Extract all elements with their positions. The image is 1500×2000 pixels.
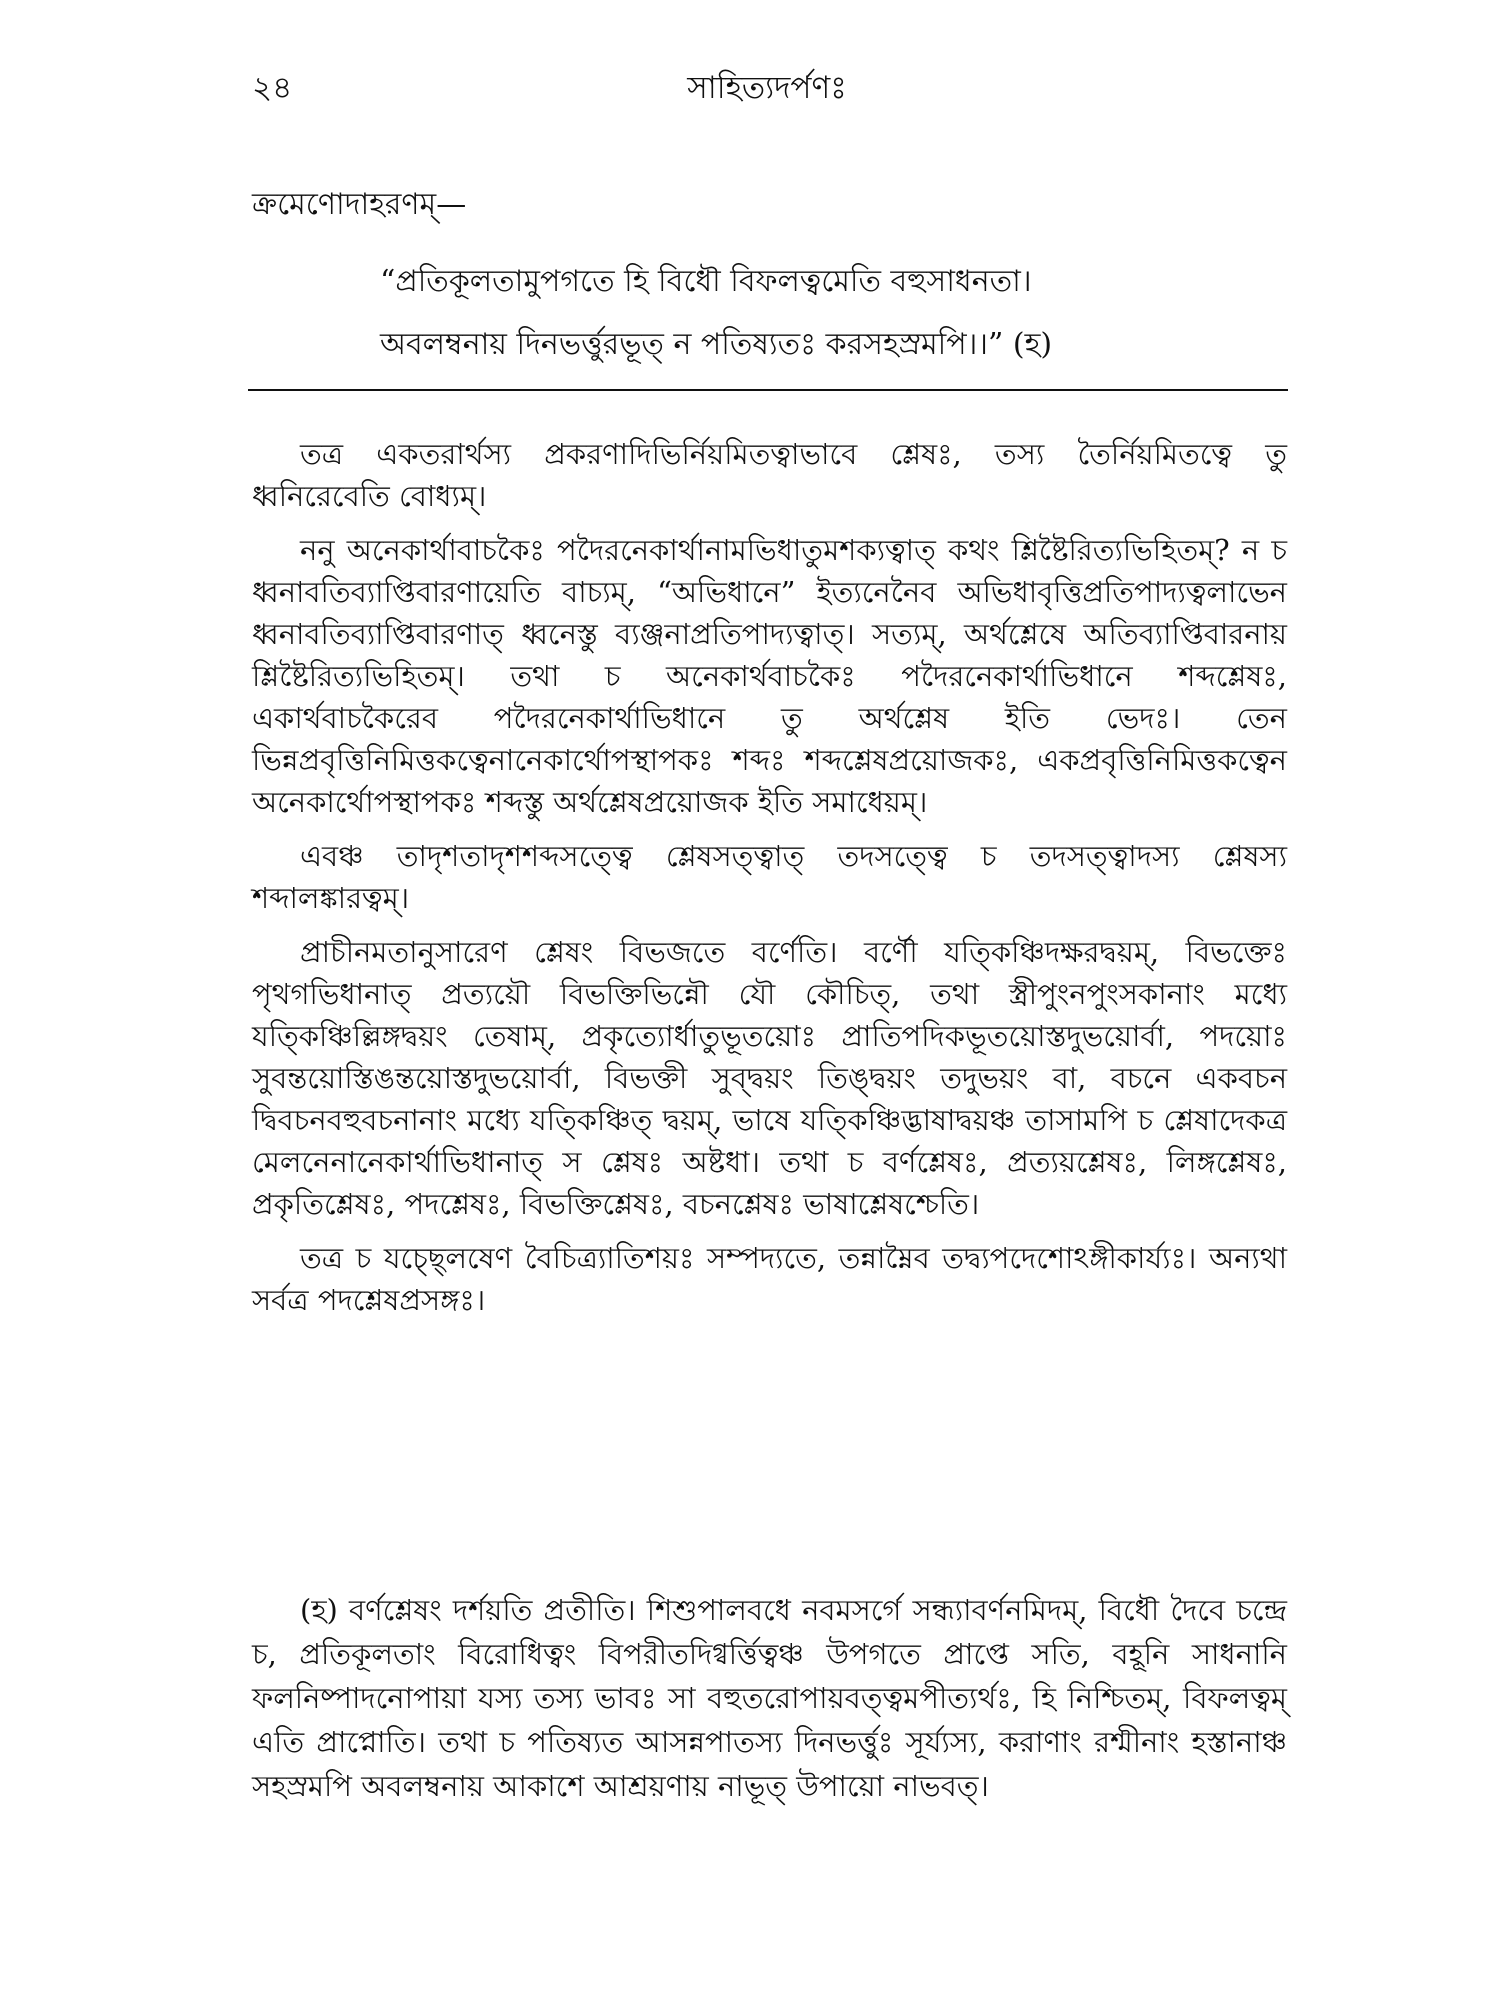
commentary-paragraph: তত্র চ যচ্ছ্লেষেণ বৈচিত্র্যাতিশয়ঃ সম্পদ্যতে, তন্নাম্নৈব তদ্ব্যপদেশোঽঙ্গীকার্য্যঃ। অন্যথা সর্বত্র পদশ্লেষপ্রসঙ্গঃ।: [252, 1241, 1287, 1317]
verse-block: [380, 250, 1052, 376]
example-intro: ক্রমেণোদাহরণম্—: [252, 187, 467, 222]
verse-line-2: অবলম্বনায় দিনভর্ত্তুরভূত্ ন পতিষ্যতঃ করসহস্রমপি।।” (হ): [380, 327, 1053, 362]
page-header: [252, 64, 1282, 114]
verse-line-1: “প্রতিকূলতামুপগতে হি বিধৌ বিফলত্বমেতি বহুসাধনতা।: [380, 264, 1032, 299]
commentary-paragraph: ননু অনেকার্থাবাচকৈঃ পদৈরনেকার্থানামভিধাতুমশক্যত্বাত্ কথং শ্লিষ্টৈরিত্যভিহিতম্? ন চ ধ্বনাবতিব্যাপ্তিবারণায়েতি বাচ্যম্, “অভিধানে” ইত্যনেনৈব অভিধাবৃত্তিপ্রতিপাদ্যত্বলাভেন ধ্বনাবতিব্যাপ্তিবারণাত্ ধ্বনেস্তু ব্যঞ্জনাপ্রতিপাদ্যত্বাত্। সত্যম্, অর্থশ্লেষে অতিব্যাপ্তিবারনায় শ্লিষ্টৈরিত্যভিহিতম্। তথা চ অনেকার্থবাচকৈঃ পদৈরনেকার্থাভিধানে শব্দশ্লেষঃ, একার্থবাচকৈরেব পদৈরনেকার্থাভিধানে তু অর্থশ্লেষ ইতি ভেদঃ। তেন ভিন্নপ্রবৃত্তিনিমিত্তকত্বেনানেকার্থোপস্থাপকঃ শব্দঃ শব্দশ্লেষপ্রয়োজকঃ, একপ্রবৃত্তিনিমিত্তকত্বেন অনেকার্থোপস্থাপকঃ শব্দস্তু অর্থশ্লেষপ্রয়োজক ইতি সমাধেয়ম্।: [252, 533, 1287, 819]
section-divider: [248, 389, 1288, 391]
commentary-paragraph: তত্র একতরার্থস্য প্রকরণাদিভির্নিয়মিতত্বাভাবে শ্লেষঃ, তস্য তৈর্নিয়মিতত্বে তু ধ্বনিরেবেতি বোধ্যম্।: [252, 437, 1287, 513]
commentary-paragraph: প্রাচীনমতানুসারেণ শ্লেষং বিভজতে বর্ণেতি। বর্ণৌ যত্কিঞ্চিদক্ষরদ্বয়ম্, বিভক্তেঃ পৃথগভিধানাত্ প্রত্যয়ৌ বিভক্তিভিন্নৌ যৌ কৌচিত্, তথা স্ত্রীপুংনপুংসকানাং মধ্যে যত্কিঞ্চিল্লিঙ্গদ্বয়ং তেষাম্, প্রকৃত্যোর্ধাতুভূতয়োঃ প্রাতিপদিকভূতয়োস্তদুভয়োর্বা, পদয়োঃ সুবন্তয়োস্তিঙন্তয়োস্তদুভয়োর্বা, বিভক্তী সুব্দ্বয়ং তিঙ্দ্বয়ং তদুভয়ং বা, বচনে একবচন দ্বিবচনবহুবচনানাং মধ্যে যত্কিঞ্চিত্ দ্বয়ম্, ভাষে যত্কিঞ্চিদ্ভাষাদ্বয়ঞ্চ তাসামপি চ শ্লেষাদেকত্র মেলনেনানেকার্থাভিধানাত্ স শ্লেষঃ অষ্টধা। তথা চ বর্ণশ্লেষঃ, প্রত্যয়শ্লেষঃ, লিঙ্গশ্লেষঃ, প্রকৃতিশ্লেষঃ, পদশ্লেষঃ, বিভক্তিশ্লেষঃ, বচনশ্লেষঃ ভাষাশ্লেষশ্চেতি।: [252, 935, 1287, 1221]
footnote-block: [252, 1588, 1287, 1808]
footnote-text: (হ) বর্ণশ্লেষং দর্শয়তি প্রতীতি। শিশুপালবধে নবমসর্গে সন্ধ্যাবর্ণনমিদম্, বিধৌ দৈবে চন্দ্রে চ, প্রতিকূলতাং বিরোধিত্বং বিপরীতদিগ্বর্ত্তিত্বঞ্চ উপগতে প্রাপ্তে সতি, বহূনি সাধনানি ফলনিষ্পাদনোপায়া যস্য তস্য ভাবঃ সা বহুতরোপায়বত্ত্বমপীত্যর্থঃ, হি নিশ্চিতম্, বিফলত্বম্ এতি প্রাপ্নোতি। তথা চ পতিষ্যত আসন্নপাতস্য দিনভর্ত্তুঃ সূর্য্যস্য, করাণাং রশ্মীনাং হস্তানাঞ্চ সহস্রমপি অবলম্বনায় আকাশে আশ্রয়ণায় নাভূত্ উপায়ো নাভবত্।: [252, 1593, 1287, 1803]
running-title: সাহিত্যদর্পণঃ: [687, 70, 847, 106]
page-number: ২৪: [252, 70, 293, 106]
commentary-paragraph: এবঞ্চ তাদৃশতাদৃশশব্দসত্ত্বে শ্লেষসত্ত্বাত্ তদসত্ত্বে চ তদসত্ত্বাদস্য শ্লেষস্য শব্দালঙ্কারত্বম্।: [252, 839, 1287, 915]
commentary-body: [252, 433, 1287, 1333]
